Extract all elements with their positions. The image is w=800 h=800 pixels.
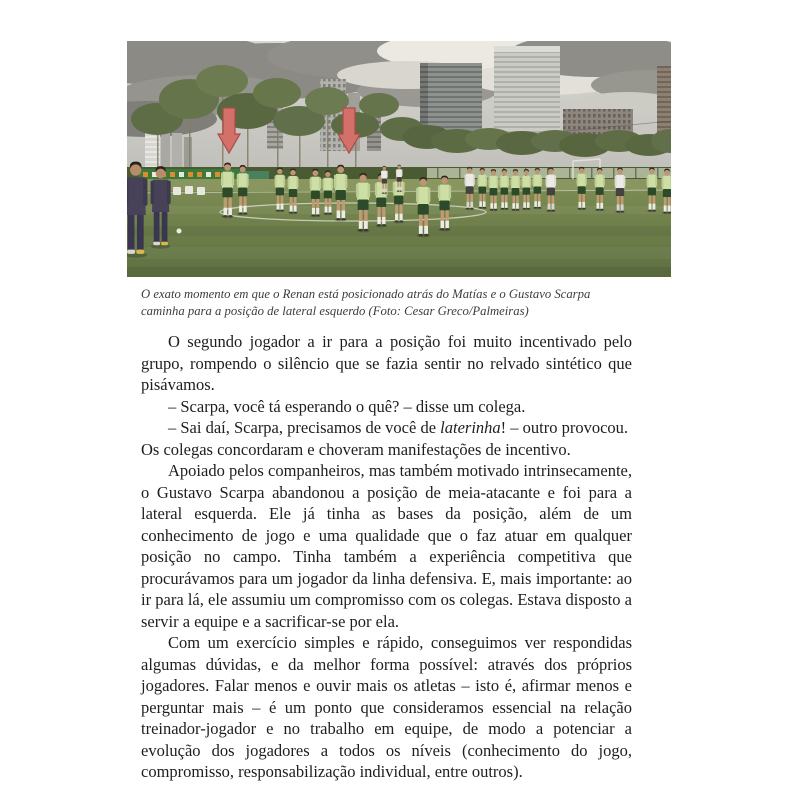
paragraph xyxy=(141,417,632,439)
text-run: laterinha xyxy=(440,418,501,437)
text-run: ! – outro provocou. xyxy=(500,418,629,437)
photo-caption: O exato momento em que o Renan está posicionado atrás do Matías e o Gustavo Scarpa caminha para a posição de lateral esquerdo (Foto: Cesar Greco/Palmeiras) xyxy=(141,287,591,318)
training-photo xyxy=(127,41,671,277)
body-text xyxy=(141,331,632,783)
paragraph xyxy=(141,439,632,461)
text-run: Apoiado pelos companheiros, mas também motivado intrinsecamente, o Gustavo Scarpa abandonou a posição de meia-atacante e foi para a lateral esquerda. Ele já tinha as bases da posição, além de um conhecimento de jogo e uma qualidade que o faz atuar em qualquer posição no campo. Tinha também a experiência competitiva que procurávamos para um jogador da linha defensiva. E, mais importante: ao ir para lá, ele assumiu um compromisso com os colegas. Estava disposto a servir a equipe e a sacrificar-se por ela. xyxy=(141,461,632,631)
soccer-ball xyxy=(177,229,182,234)
text-run: O segundo jogador a ir para a posição foi muito incentivado pelo grupo, rompendo o silêncio que se fazia sentir no relvado sintético que pisávamos. xyxy=(141,332,632,394)
text-run: – Scarpa, você tá esperando o quê? – disse um colega. xyxy=(168,396,526,416)
text-run: Os colegas concordaram e choveram manifestações de incentivo. xyxy=(141,439,571,459)
text-run: Com um exercício simples e rápido, conseguimos ver respondidas algumas dúvidas, e da melhor forma possível: através dos próprios jogadores. Falar menos e ouvir mais os atletas – isto é, afirmar menos e perguntar mais – é um ponto que consideramos essencial na relação treinador-jogador e no trabalho em equipe, de modo a potenciar a evolução dos jogadores a todos os níveis (conhecimento do jogo, compromisso, responsabilização individual, entre outros). xyxy=(141,633,632,781)
photo-scene xyxy=(127,41,671,277)
paragraph xyxy=(141,460,632,632)
paragraph xyxy=(141,331,632,396)
paragraph xyxy=(141,632,632,783)
paragraph xyxy=(141,396,632,418)
text-run: – Sai daí, Scarpa, precisamos de você de xyxy=(168,418,441,437)
